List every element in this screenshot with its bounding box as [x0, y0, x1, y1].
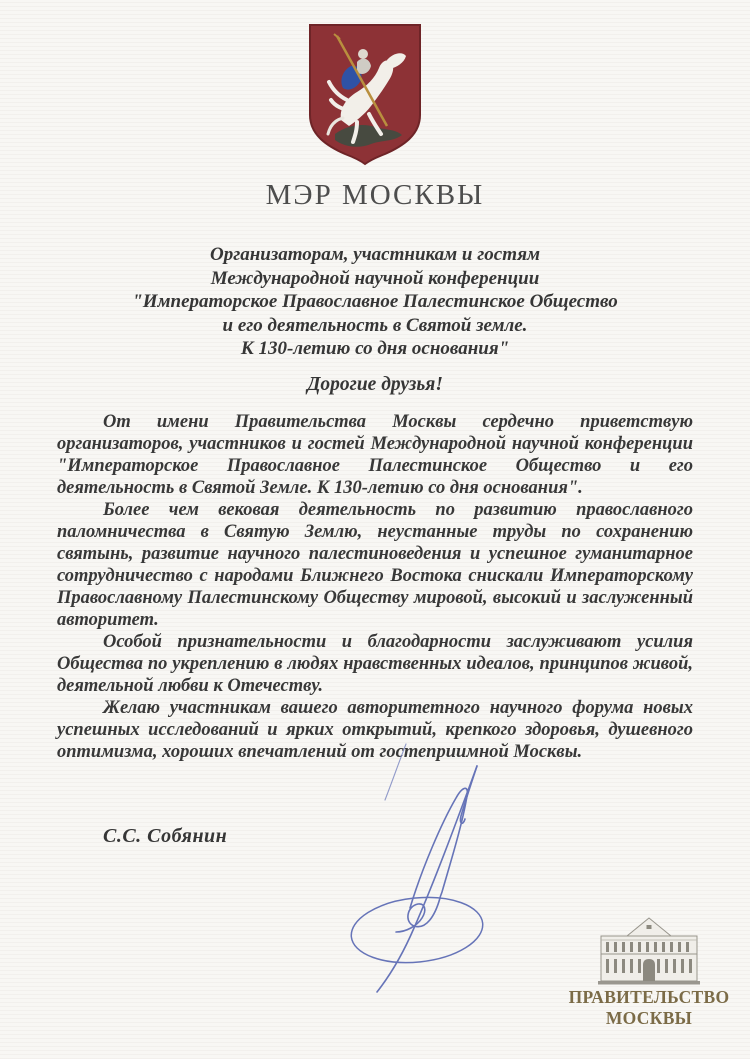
letter-body: [57, 411, 693, 763]
address-line: Организаторам, участникам и гостям: [209, 244, 541, 265]
government-building-icon: [596, 911, 702, 987]
paragraph-history: Более чем вековая деятельность по развитию православного паломничества в Святую Землю, неустанные труды по сохранению святынь, развитие научного палестиноведения и успешное гуманитарное сотрудничество с народами Ближнего Востока снискали Императорскому Православному Палестинскому Обществу мировой, высокий и заслуженный авторитет.: [57, 500, 693, 630]
salutation: Дорогие друзья!: [307, 374, 443, 395]
address-line: Международной научной конференции: [210, 267, 540, 289]
logo-text-line2: МОСКВЫ: [605, 1008, 693, 1028]
government-logo: [557, 911, 741, 1029]
address-line: К 130-летию со дня основания": [240, 338, 510, 359]
moscow-coat-of-arms-icon: [307, 22, 423, 166]
paragraph-gratitude: Особой признательности и благодарности заслуживают усилия Общества по укреплению в людях нравственных идеалов, принципов живой, деятельной любви к Отечеству.: [57, 632, 693, 696]
logo-text-line1: ПРАВИТЕЛЬСТВО: [568, 987, 730, 1007]
address-line: "Императорское Православное Палестинское Общество: [132, 291, 618, 312]
address-block: [55, 243, 695, 361]
letterhead-title: МЭР МОСКВЫ: [265, 179, 485, 211]
handwritten-signature-icon: [338, 740, 488, 995]
address-line: и его деятельность в Святой земле.: [222, 314, 528, 336]
signatory-name: С.С. Собянин: [103, 825, 228, 847]
paragraph-wishes: Желаю участникам вашего авторитетного научного форума новых успешных исследований и ярких открытий, крепкого здоровья, душевного оптимизма, хороших впечатлений от гостеприимной Москвы.: [57, 698, 693, 762]
paragraph-greeting: От имени Правительства Москвы сердечно приветствую организаторов, участников и гостей Международной научной конференции "Императорское Православное Палестинское Общество и его деятельность в Святой Земле. К 130-летию со дня основания".: [57, 412, 693, 498]
